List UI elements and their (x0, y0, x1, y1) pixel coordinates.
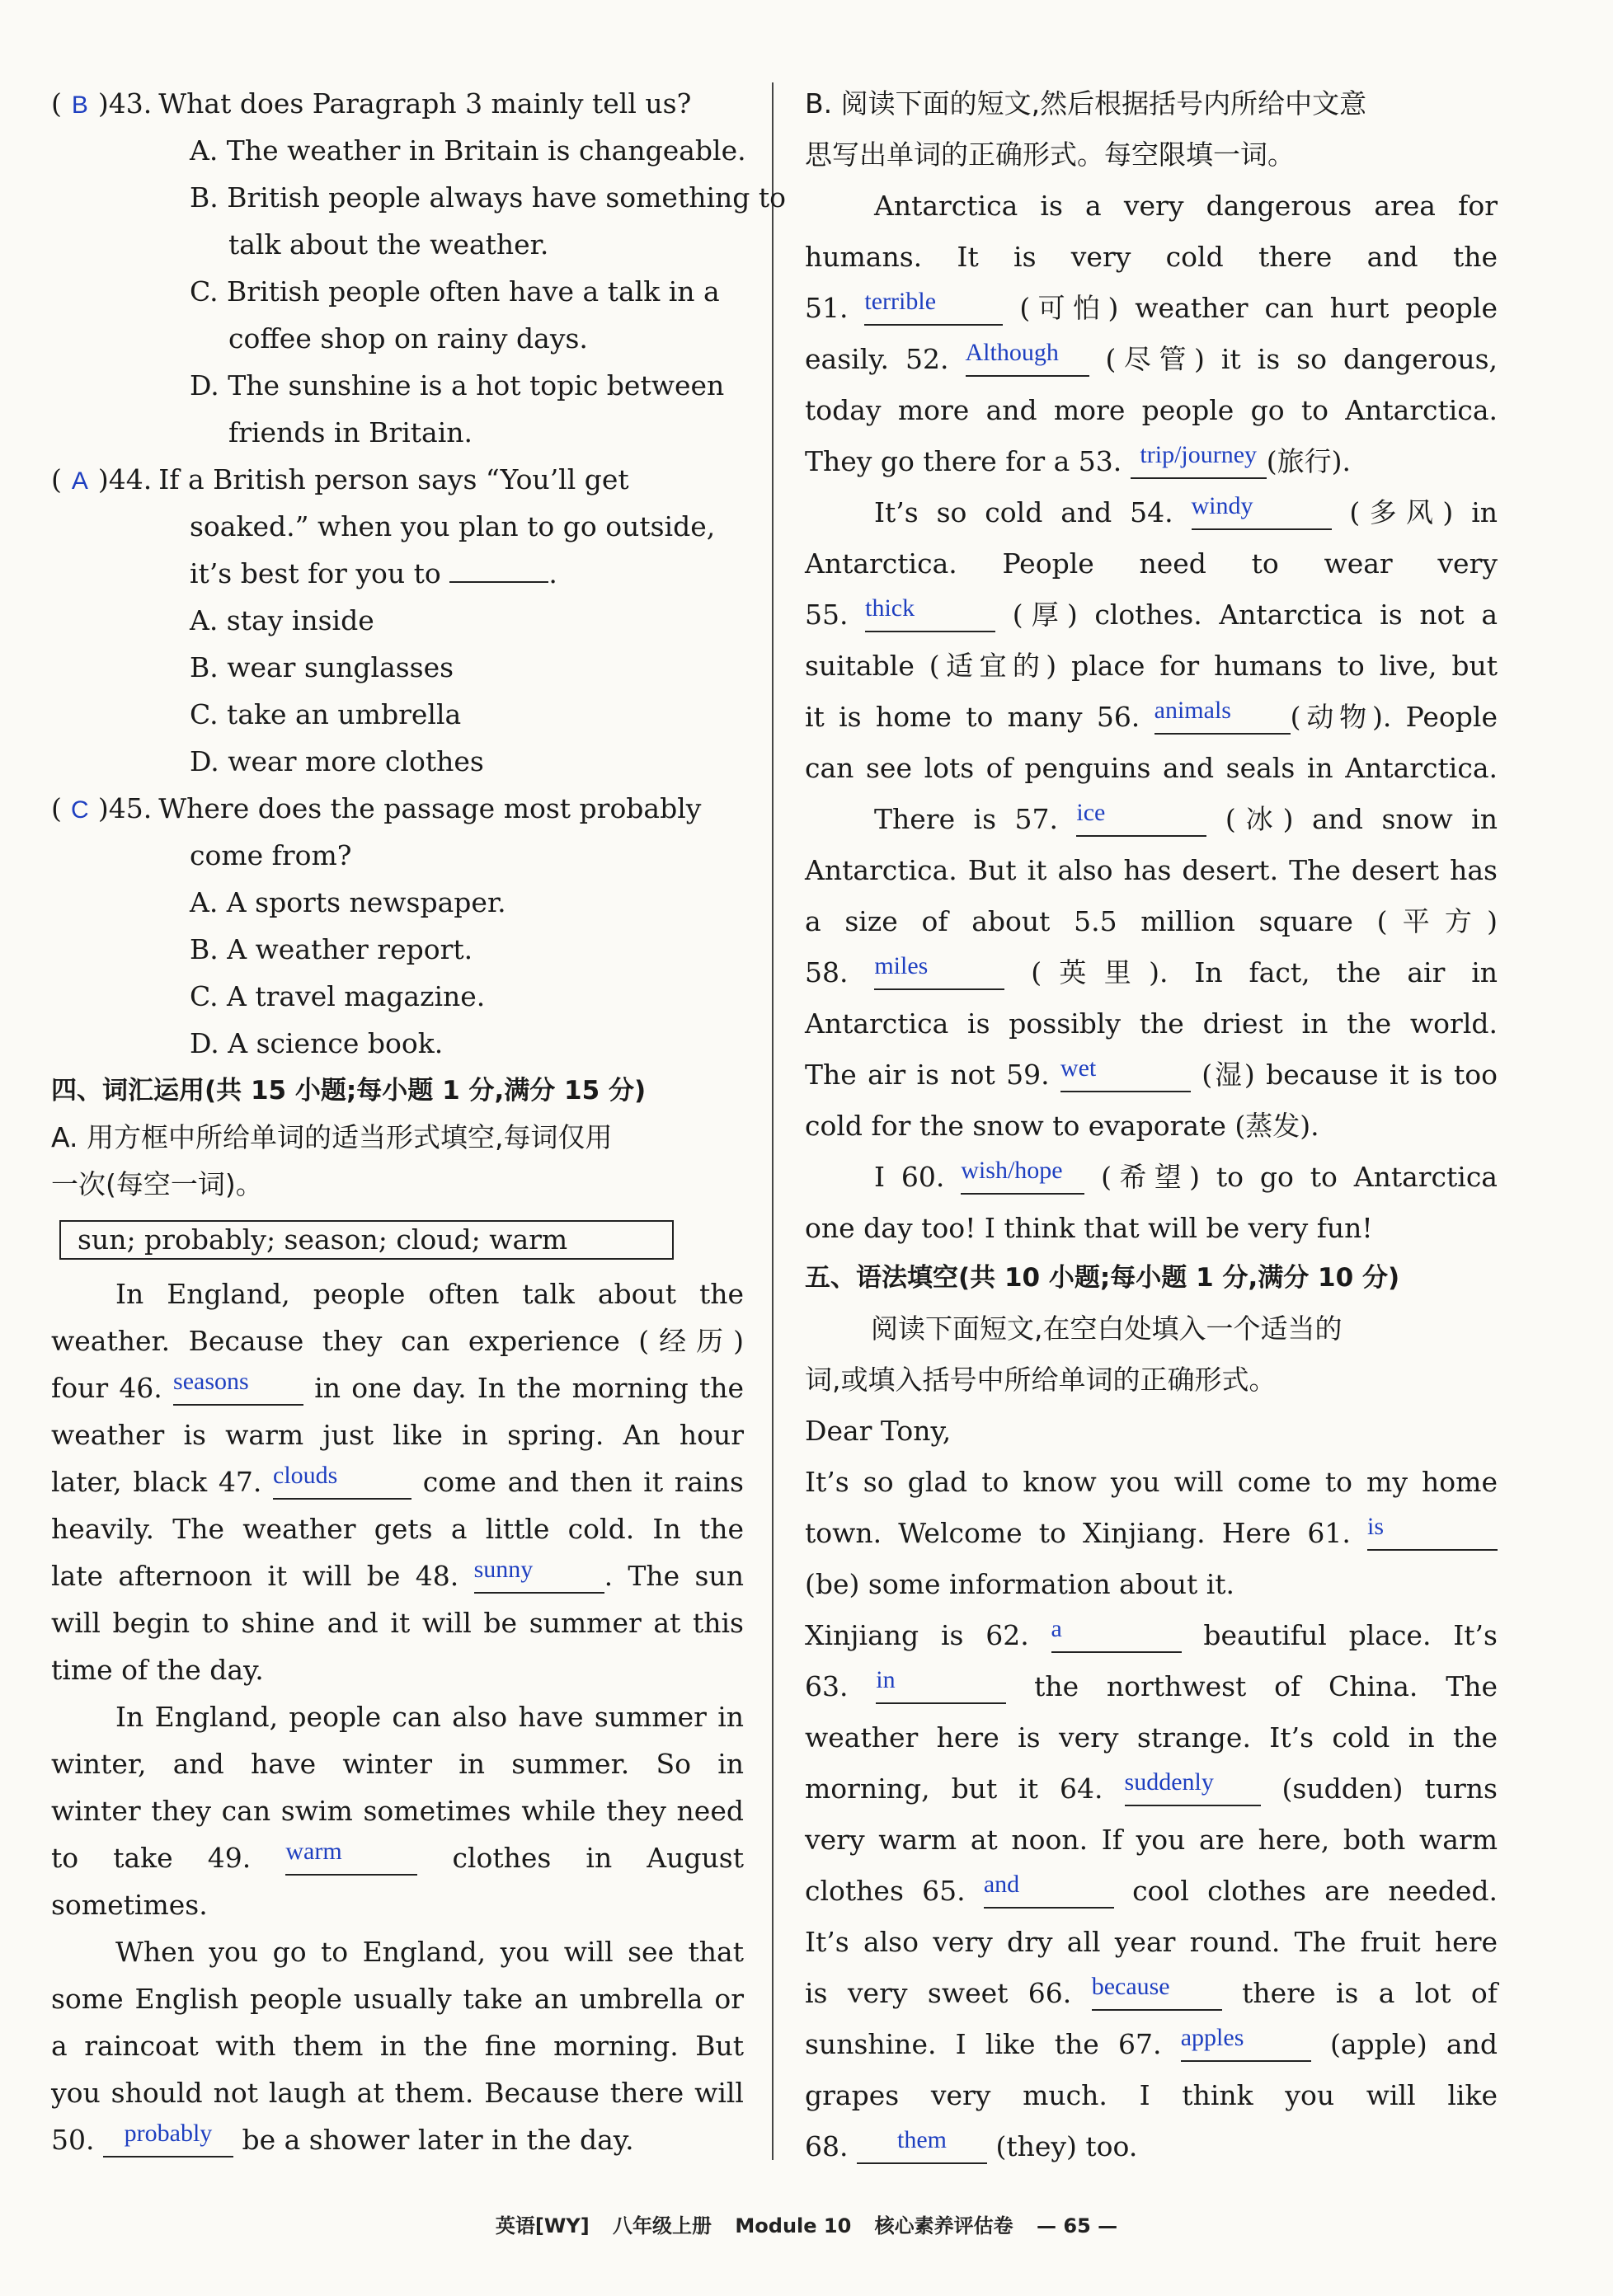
q44-stem-3: it’s best for you to . (190, 557, 557, 589)
page-footer (0, 2209, 1613, 2238)
q43-option-d-cont: friends in Britain. (228, 416, 473, 448)
answer-50: probably (124, 2120, 213, 2147)
q44-answer: A (71, 467, 88, 495)
section-5-title: 五、语法填空(共 10 小题;每小题 1 分,满分 10 分) (805, 1263, 1400, 1293)
footer-module: Module 10 (735, 2214, 852, 2237)
q43-stem: ( B )43. What does Paragraph 3 mainly tell us? (51, 87, 691, 122)
q43-option-b-cont: talk about the weather. (228, 228, 549, 261)
answer-66: because (1091, 1973, 1170, 2000)
q43-option-c-cont: coffee shop on rainy days. (228, 322, 588, 354)
section-5-instruction-2: 词,或填入括号中所给单词的正确形式。 (805, 1364, 1277, 1396)
word-box: sun; probably; season; cloud; warm (59, 1220, 674, 1260)
page-number: — 65 — (1037, 2214, 1118, 2237)
answer-59: wet (1060, 1054, 1097, 1082)
section-4a-instruction-2: 一次(每空一词)。 (51, 1168, 263, 1200)
q45-option-d: D. A science book. (190, 1027, 444, 1059)
section-b-instruction-2: 思写出单词的正确形式。每空限填一词。 (805, 139, 1295, 171)
q45-option-c: C. A travel magazine. (190, 980, 486, 1012)
section-4a-instruction: A. 用方框中所给单词的适当形式填空,每词仅用 (51, 1121, 613, 1153)
q43-answer: B (71, 92, 88, 119)
answer-54: windy (1191, 492, 1253, 519)
q45-option-a: A. A sports newspaper. (190, 886, 506, 918)
q43-option-c: C. British people often have a talk in a (190, 275, 720, 308)
answer-52: Although (965, 339, 1059, 366)
q44-stem: ( A )44. If a British person says “You’ll get (51, 463, 629, 498)
answer-48: sunny (473, 1556, 534, 1583)
q45-answer: C (71, 796, 89, 824)
answer-49: warm (285, 1838, 342, 1865)
footer-grade: 八年级上册 (613, 2214, 712, 2237)
q44-option-b: B. wear sunglasses (190, 651, 454, 683)
q43-option-d: D. The sunshine is a hot topic between (190, 369, 725, 401)
q43-option-a: A. The weather in Britain is changeable. (190, 134, 746, 167)
answer-67: apples (1180, 2024, 1244, 2051)
q43-option-b: B. British people always have something to (190, 181, 787, 214)
answer-68: them (896, 2126, 947, 2153)
q44-option-c: C. take an umbrella (190, 698, 462, 730)
section-5-instruction: 阅读下面短文,在空白处填入一个适当的 (871, 1312, 1343, 1345)
footer-subject: 英语[WY] (495, 2214, 590, 2237)
q45-stem-2: come from? (190, 839, 352, 871)
answer-61: is (1367, 1513, 1385, 1540)
answer-55: thick (865, 594, 915, 622)
q45-stem: ( C )45. Where does the passage most probably (51, 792, 701, 827)
answer-62: a (1051, 1615, 1062, 1642)
answer-65: and (983, 1871, 1020, 1898)
answer-57: ice (1076, 799, 1106, 826)
section-4-title: 四、词汇运用(共 15 小题;每小题 1 分,满分 15 分) (51, 1076, 647, 1106)
column-divider (772, 82, 774, 2160)
answer-56: animals (1154, 697, 1231, 724)
answer-64: suddenly (1124, 1768, 1214, 1796)
answer-60: wish/hope (961, 1157, 1063, 1184)
answer-47: clouds (273, 1462, 338, 1489)
q44-option-a: A. stay inside (190, 604, 374, 636)
section-b-instruction: B. 阅读下面的短文,然后根据括号内所给中文意 (805, 87, 1367, 120)
answer-58: miles (874, 952, 929, 979)
answer-53: trip/journey (1140, 441, 1258, 468)
q44-option-d: D. wear more clothes (190, 745, 484, 777)
q45-option-b: B. A weather report. (190, 933, 473, 965)
answer-63: in (876, 1666, 896, 1693)
answer-51: terrible (864, 288, 937, 315)
q44-stem-2: soaked.” when you plan to go outside, (190, 510, 716, 542)
footer-paper: 核心素养评估卷 (874, 2214, 1013, 2237)
letter-greeting: Dear Tony, (805, 1415, 952, 1447)
answer-46: seasons (173, 1368, 249, 1395)
